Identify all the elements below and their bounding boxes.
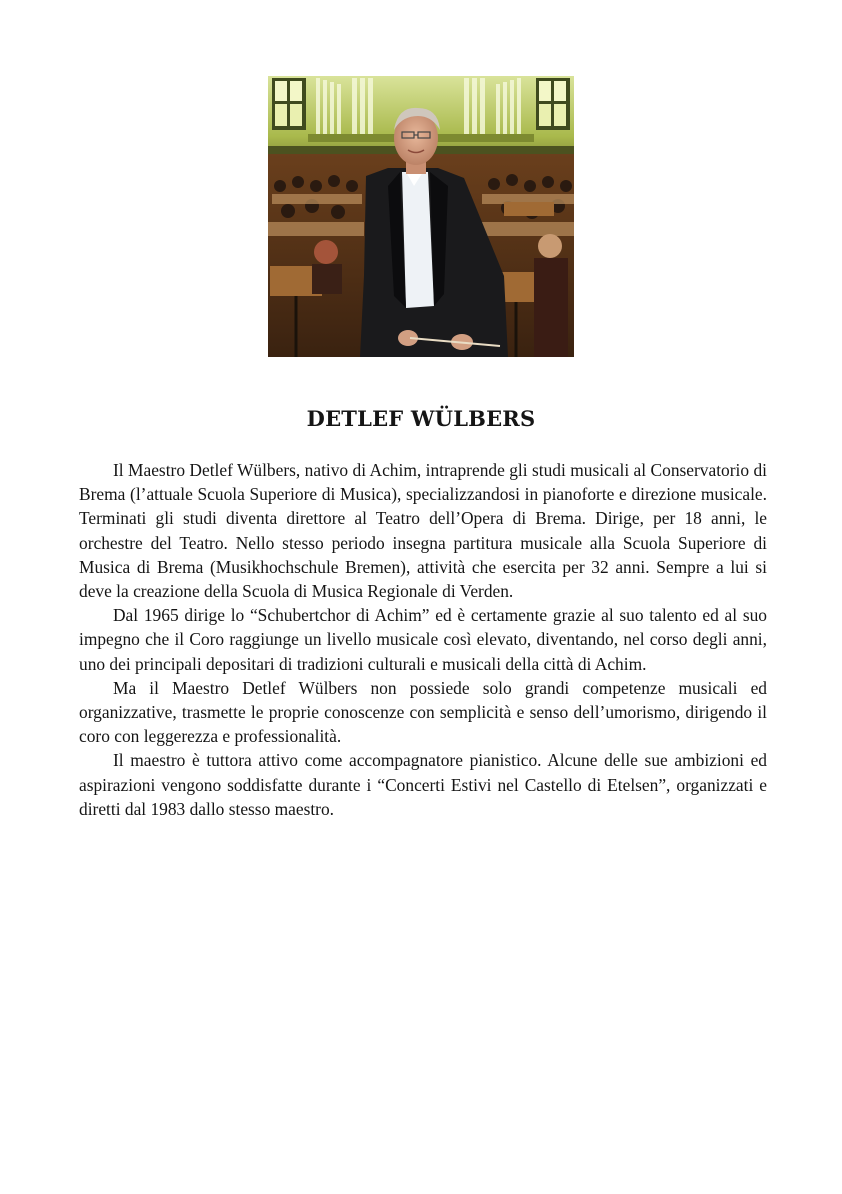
biography-text (79, 458, 767, 821)
paragraph: Ma il Maestro Detlef Wülbers non possiede solo grandi competenze musicali ed organizzative, trasmette le proprie conoscenze con semplicità e senso dell’umorismo, dirigendo il coro con leggerezza e professionalità. (79, 677, 767, 747)
conductor-photo (268, 76, 574, 357)
paragraph: Il Maestro Detlef Wülbers, nativo di Achim, intraprende gli studi musicali al Conservatorio di Brema (l’attuale Scuola Superiore di Musica), specializzandosi in pianoforte e direzione musicale. Terminati gli studi diventa direttore al Teatro dell’Opera di Brema. Dirige, per 18 anni, le orchestre del Teatro. Nello stesso periodo insegna partitura musicale alla Scuola Superiore di Musica di Brema (Musikhochschule Bremen), attività che esercita per 32 anni. Sempre a lui si deve la creazione della Scuola di Musica Regionale di Verden. (79, 460, 767, 602)
paragraph: Dal 1965 dirige lo “Schubertchor di Achim” ed è certamente grazie al suo talento ed al suo impegno che il Coro raggiunge un livello musicale così elevato, diventando, nel corso degli anni, uno dei principali depositari di tradizioni culturali e musicali della città di Achim. (79, 605, 767, 674)
conductor-photo-image (268, 76, 574, 357)
paragraph: Il maestro è tuttora attivo come accompagnatore pianistico. Alcune delle sue ambizioni ed aspirazioni vengono soddisfatte durante i “Concerti Estivi nel Castello di Etelsen”, organizzati e diretti dal 1983 dallo stesso maestro. (79, 750, 767, 819)
page-title: DETLEF WÜLBERS (306, 406, 536, 431)
